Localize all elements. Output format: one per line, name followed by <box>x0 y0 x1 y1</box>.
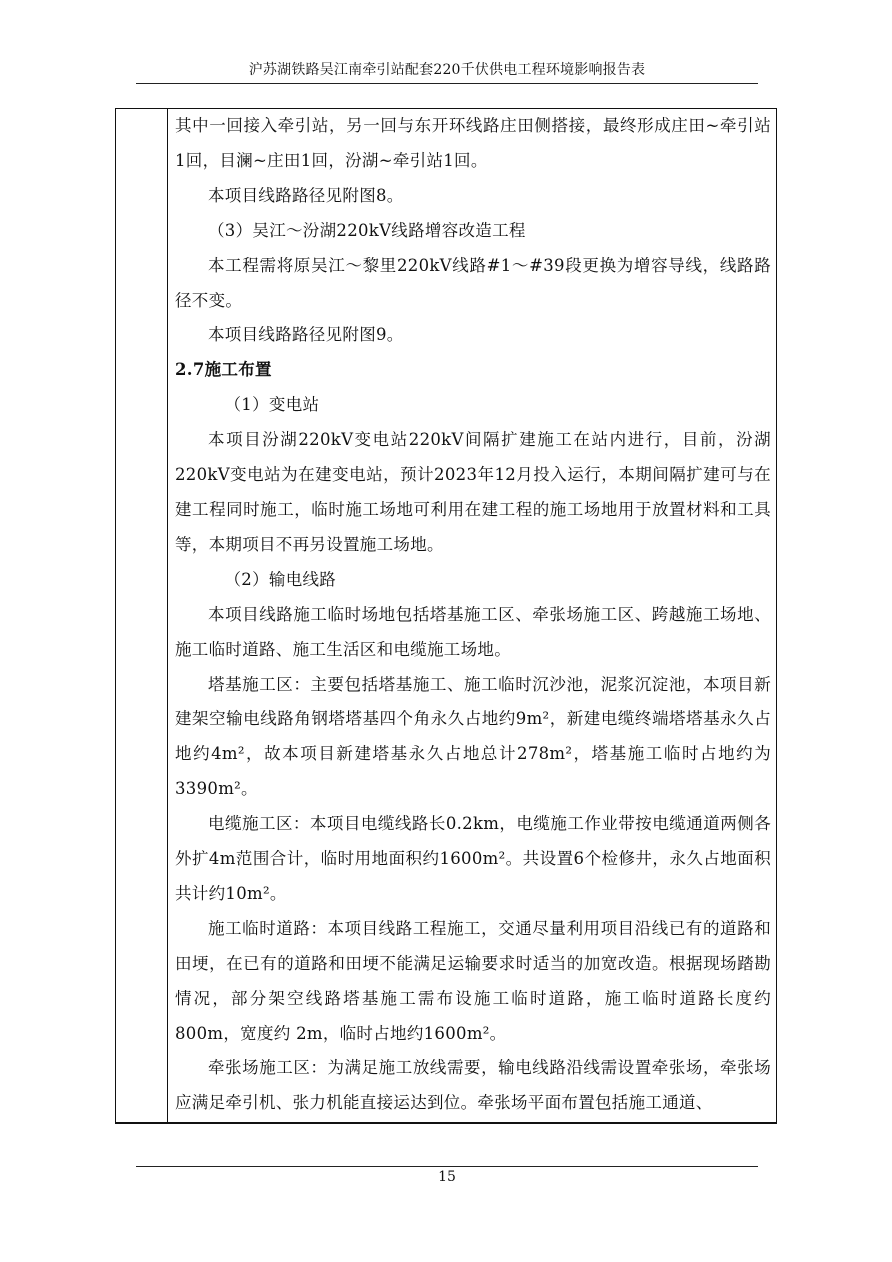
subsection-heading: （1）变电站 <box>224 395 320 415</box>
paragraph: 本项目线路路径见附图9。 <box>208 325 404 345</box>
paragraph: 其中一回接入牵引站，另一回与东开环线路庄田侧搭接，最终形成庄田~牵引站1回，目澜~庄田1回，汾湖~牵引站1回。 <box>175 116 771 170</box>
paragraph: 本项目线路施工临时场地包括塔基施工区、牵张场施工区、跨越施工场地、施工临时道路、施工生活区和电缆施工场地。 <box>175 604 771 659</box>
page-header: 沪苏湖铁路吴江南牵引站配套220千伏供电工程环境影响报告表 <box>248 62 646 78</box>
paragraph: （3）吴江～汾湖220kV线路增容改造工程 <box>208 220 526 240</box>
paragraph: 牵张场施工区：为满足施工放线需要，输电线路沿线需设置牵张场，牵张场应满足牵引机、张力机能直接运达到位。牵张场平面布置包括施工通道、 <box>175 1058 771 1113</box>
table-label-column <box>116 109 168 1122</box>
section-heading: 2.7施工布置 <box>175 360 272 380</box>
paragraph: 电缆施工区：本项目电缆线路长0.2km，电缆施工作业带按电缆通道两侧各外扩4m范围合计，临时用地面积约1600m²。共设置6个检修井，永久占地面积共计约10m²。 <box>175 814 771 903</box>
footer-rule <box>136 1166 758 1167</box>
table-content-cell <box>175 109 771 1121</box>
subsection-heading: （2）输电线路 <box>224 569 337 589</box>
paragraph: 本项目线路路径见附图8。 <box>208 185 404 205</box>
paragraph: 施工临时道路：本项目线路工程施工，交通尽量利用项目沿线已有的道路和田埂，在已有的道路和田埂不能满足运输要求时适当的加宽改造。根据现场踏勘情况，部分架空线路塔基施工需布设施工临时道路，施工临时道路长度约800m，宽度约 2m，临时占地约1600m²。 <box>175 918 771 1043</box>
header-rule <box>136 83 758 84</box>
page-number: 15 <box>438 1169 456 1185</box>
paragraph: 本项目汾湖220kV变电站220kV间隔扩建施工在站内进行，目前，汾湖220kV变电站为在建变电站，预计2023年12月投入运行，本期间隔扩建可与在建工程同时施工，临时施工场地可利用在建工程的施工场地用于放置材料和工具等，本期项目不再另设置施工场地。 <box>175 430 771 554</box>
paragraph: 本工程需将原吴江～黎里220kV线路#1～#39段更换为增容导线，线路路径不变。 <box>175 255 771 310</box>
paragraph: 塔基施工区：主要包括塔基施工、施工临时沉沙池，泥浆沉淀池，本项目新建架空输电线路角钢塔塔基四个角永久占地约9m²，新建电缆终端塔塔基永久占地约4m²，故本项目新建塔基永久占地总计278m²，塔基施工临时占地约为3390m²。 <box>175 674 771 799</box>
content-table <box>115 108 777 1124</box>
